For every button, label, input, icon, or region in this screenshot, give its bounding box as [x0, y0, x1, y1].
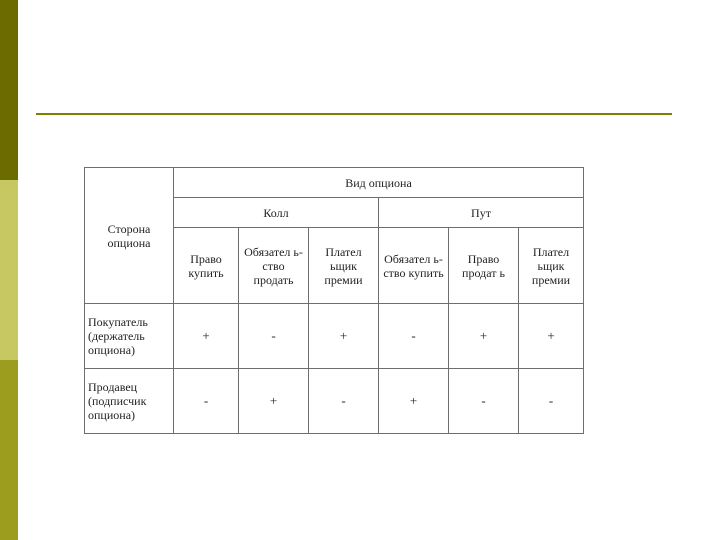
corner-cell: Сторона опциона — [85, 168, 174, 304]
row-label-seller: Продавец (подписчик опциона) — [85, 369, 174, 434]
table-header-row-type — [85, 168, 584, 198]
table-cell: - — [449, 369, 519, 434]
side-bar-light — [0, 180, 18, 360]
side-bar-mid — [0, 360, 18, 540]
col-header-premium-payer-put: Плател ьщик премии — [519, 228, 584, 304]
title-underline — [36, 113, 672, 115]
table-cell: - — [519, 369, 584, 434]
option-type-header: Вид опциона — [174, 168, 584, 198]
table-cell: - — [379, 304, 449, 369]
table-cell: - — [174, 369, 239, 434]
table-cell: + — [449, 304, 519, 369]
table-cell: + — [309, 304, 379, 369]
side-bar-dark — [0, 0, 18, 180]
col-header-premium-payer-call: Плател ьщик премии — [309, 228, 379, 304]
table-cell: + — [174, 304, 239, 369]
col-header-obligation-to-sell: Обязател ь-ство продать — [239, 228, 309, 304]
col-header-right-to-buy: Право купить — [174, 228, 239, 304]
table-row — [85, 369, 584, 434]
table-cell: + — [239, 369, 309, 434]
put-header: Пут — [379, 198, 584, 228]
col-header-right-to-sell: Право продат ь — [449, 228, 519, 304]
row-label-buyer: Покупатель (держатель опциона) — [85, 304, 174, 369]
table-cell: + — [519, 304, 584, 369]
table-cell: - — [309, 369, 379, 434]
table-cell: - — [239, 304, 309, 369]
options-table — [84, 167, 584, 434]
col-header-obligation-to-buy: Обязател ь-ство купить — [379, 228, 449, 304]
call-header: Колл — [174, 198, 379, 228]
table-cell: + — [379, 369, 449, 434]
table-row — [85, 304, 584, 369]
